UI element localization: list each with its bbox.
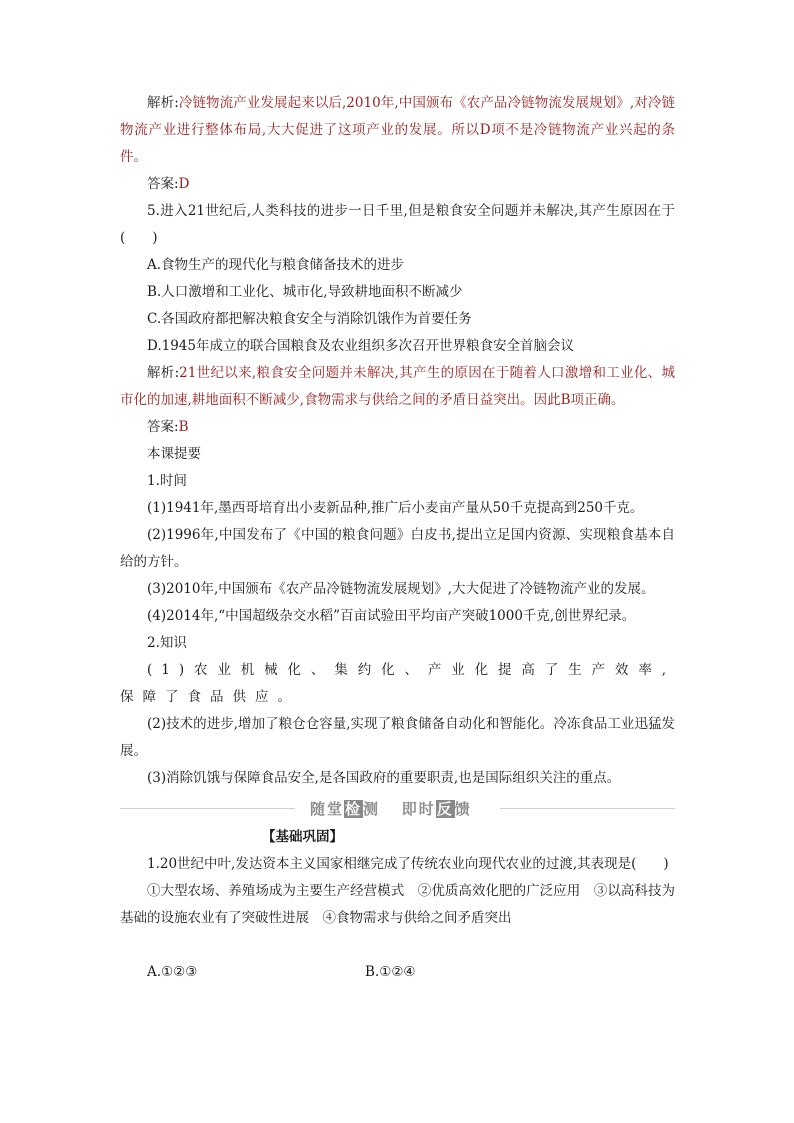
- analysis-text: 21世纪以来,粮食安全问题并未解决,其产生的原因在于随着人口激增和工业化、城市化的加速,耕地面积不断减少,食物需求与供给之间的矛盾日益突出。因此B项正确。: [120, 365, 675, 408]
- analysis-text: 冷链物流产业发展起来以后,2010年,中国颁布《农产品冷链物流发展规划》,对冷链物流产业进行整体布局,大大促进了这项产业的发展。所以D项不是冷链物流产业兴起的条件。: [120, 95, 675, 165]
- q4-analysis: [120, 90, 675, 171]
- q4-answer: [120, 171, 675, 198]
- divider-label: 随堂检测 即时反馈: [310, 800, 472, 818]
- q5-answer: [120, 414, 675, 441]
- answer-value: D: [178, 176, 190, 192]
- q5-option-b: B.人口激增和工业化、城市化,导致耕地面积不断减少: [147, 284, 463, 300]
- summary-knowledge-item: (2)技术的进步,增加了粮仓仓容量,实现了粮食储备自动化和智能化。冷冻食品工业迅猛发展。: [120, 716, 675, 759]
- document-page: [120, 90, 675, 986]
- practice-q1-statements: ①大型农场、养殖场成为主要生产经营模式 ②优质高效化肥的广泛应用 ③以高科技为基础的设施农业有了突破性进展 ④食物需求与供给之间矛盾突出: [120, 883, 675, 926]
- summary-knowledge-item: (1)农业机械化、集约化、产业化提高了生产效率,保障了食品供应。: [120, 662, 675, 705]
- summary-knowledge-heading: 2.知识: [147, 635, 187, 651]
- summary-title: 本课提要: [147, 446, 201, 462]
- practice-section-title: 【基础巩固】: [262, 829, 343, 845]
- divider-rule-right: [500, 808, 675, 809]
- analysis-label: 解析:: [147, 365, 180, 381]
- practice-q1-options: [120, 959, 675, 986]
- answer-label: 答案:: [147, 176, 179, 192]
- q5-analysis: [120, 360, 675, 414]
- summary-time-item: (4)2014年,“中国超级杂交水稻”百亩试验田平均亩产突破1000千克,创世界纪录。: [147, 608, 636, 624]
- summary-time-item: (3)2010年,中国颁布《农产品冷链物流发展规划》,大大促进了冷链物流产业的发展。: [147, 581, 655, 597]
- q5-option-c: C.各国政府都把解决粮食安全与消除饥饿作为首要任务: [147, 311, 472, 327]
- q5-option-a: A.食物生产的现代化与粮食储备技术的进步: [147, 257, 405, 273]
- answer-value: B: [178, 419, 189, 435]
- analysis-label: 解析:: [147, 95, 179, 111]
- q5-option-d: D.1945年成立的联合国粮食及农业组织多次召开世界粮食安全首脑会议: [147, 338, 574, 354]
- answer-label: 答案:: [147, 419, 179, 435]
- q5-stem: 5.进入21世纪后,人类科技的进步一日千里,但是粮食安全问题并未解决,其产生原因在于( ): [120, 203, 675, 246]
- summary-time-item: (2)1996年,中国发布了《中国的粮食问题》白皮书,提出立足国内资源、实现粮食基本自给的方针。: [120, 527, 675, 570]
- summary-knowledge-item: (3)消除饥饿与保障食品安全,是各国政府的重要职责,也是国际组织关注的重点。: [147, 770, 621, 786]
- summary-time-item: (1)1941年,墨西哥培育出小麦新品种,推广后小麦亩产量从50千克提高到250千克。: [147, 500, 644, 516]
- summary-time-heading: 1.时间: [147, 473, 187, 489]
- practice-q1-stem: 1.20世纪中叶,发达资本主义国家相继完成了传统农业向现代农业的过渡,其表现是( ): [147, 856, 669, 872]
- practice-q1-option-a: A.①②③: [147, 964, 198, 980]
- practice-q1-option-b: B.①②④: [365, 964, 416, 980]
- divider-rule-left: [120, 808, 295, 809]
- section-divider: [120, 794, 675, 824]
